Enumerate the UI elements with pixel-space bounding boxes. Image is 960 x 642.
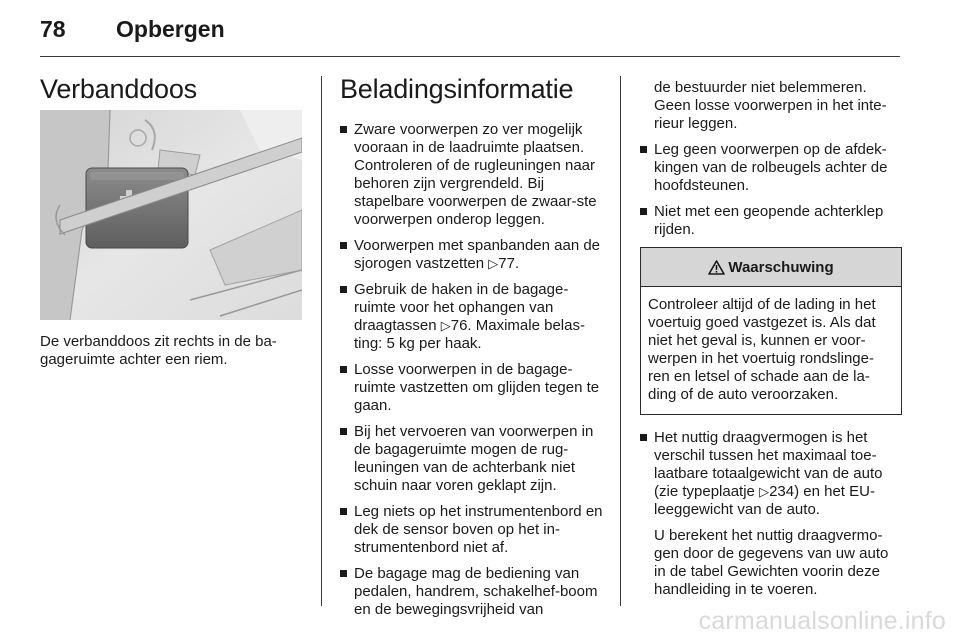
page-reference-icon: ▷ xyxy=(440,318,451,333)
list-item: Voorwerpen met spanbanden aan de sjorogen vastzetten ▷77. xyxy=(340,237,605,273)
list-item-subparagraph: U berekent het nuttig draagvermo-gen door de gegevens van uw auto in de tabel Gewichten voorin deze handleiding in te voeren. xyxy=(654,527,889,598)
list-item: Niet met een geopende achterklep rijden. xyxy=(640,203,902,239)
column-divider-right xyxy=(620,76,621,606)
middle-column xyxy=(340,121,605,627)
right-column xyxy=(640,79,902,607)
list-item: Bij het vervoeren van voorwerpen in de bagageruimte mogen de rug-leuningen van de achterbank niet schuin naar voren geklapt zijn. xyxy=(340,423,605,495)
loading-instructions-list-continued xyxy=(640,141,902,239)
list-item: Losse voorwerpen in de bagage-ruimte vastzetten om glijden tegen te gaan. xyxy=(340,361,605,415)
section-title-beladingsinformatie: Beladingsinformatie xyxy=(340,74,574,104)
page-number: 78 xyxy=(40,16,66,42)
list-item: Het nuttig draagvermogen is het verschil tussen het maximaal toe-laatbare totaalgewicht van de auto (zie typeplaatje ▷234) en het EU-leeggewicht van de auto. U berekent het nuttig draagvermo-gen door de gegevens van uw auto in de tabel Gewichten voorin deze handleiding in te voeren. xyxy=(640,429,902,599)
column-divider-left xyxy=(321,76,322,606)
page-reference-icon: ▷ xyxy=(759,484,770,499)
list-item: Leg geen voorwerpen op de afdek-kingen van de rolbeugels achter de hoofdsteunen. xyxy=(640,141,902,195)
list-item: Zware voorwerpen zo ver mogelijk vooraan in de laadruimte plaatsen. Controleren of de rugleuningen naar behoren zijn vergrendeld. Bij stapelbare voorwerpen de zwaar-ste voorwerpen onderop leggen. xyxy=(340,121,605,229)
warning-box xyxy=(640,247,902,415)
payload-list xyxy=(640,429,902,599)
page-header-title: Opbergen xyxy=(116,16,225,42)
list-item: De bagage mag de bediening van pedalen, handrem, schakelhef-boom en de bewegingsvrijheid van xyxy=(340,565,605,619)
warning-title: Waarschuwing xyxy=(728,258,834,276)
page-reference[interactable]: 234 xyxy=(769,483,795,500)
first-aid-kit-illustration xyxy=(40,110,302,320)
section-title-verbanddoos: Verbanddoos xyxy=(40,74,197,104)
intro-paragraph: De verbanddoos zit rechts in de ba-gageruimte achter een riem. xyxy=(40,333,277,368)
watermark: carmanualsonline.info xyxy=(698,607,946,635)
page-reference[interactable]: 76 xyxy=(450,317,468,334)
page-reference-icon: ▷ xyxy=(488,256,499,271)
list-item: Leg niets op het instrumentenbord en dek de sensor boven op het in-strumentenbord niet af. xyxy=(340,503,605,557)
warning-triangle-icon xyxy=(708,260,725,275)
page-reference[interactable]: 77 xyxy=(498,255,515,272)
loading-instructions-list xyxy=(340,121,605,619)
warning-text: Controleer altijd of de lading in het voertuig goed vastgezet is. Als dat niet het geval is, kunnen er voor-werpen in het voertuig rondslinge-ren en letsel of schade aan de la-ding of de auto veroorzaken. xyxy=(648,296,876,403)
list-item: Gebruik de haken in de bagage-ruimte voor het ophangen van draagtassen ▷76. Maximale belas-ting: 5 kg per haak. xyxy=(340,281,605,353)
warning-header xyxy=(641,248,901,287)
continued-paragraph: de bestuurder niet belemmeren. Geen losse voorwerpen in het inte-rieur leggen. xyxy=(654,79,887,132)
header-rule xyxy=(40,56,900,57)
